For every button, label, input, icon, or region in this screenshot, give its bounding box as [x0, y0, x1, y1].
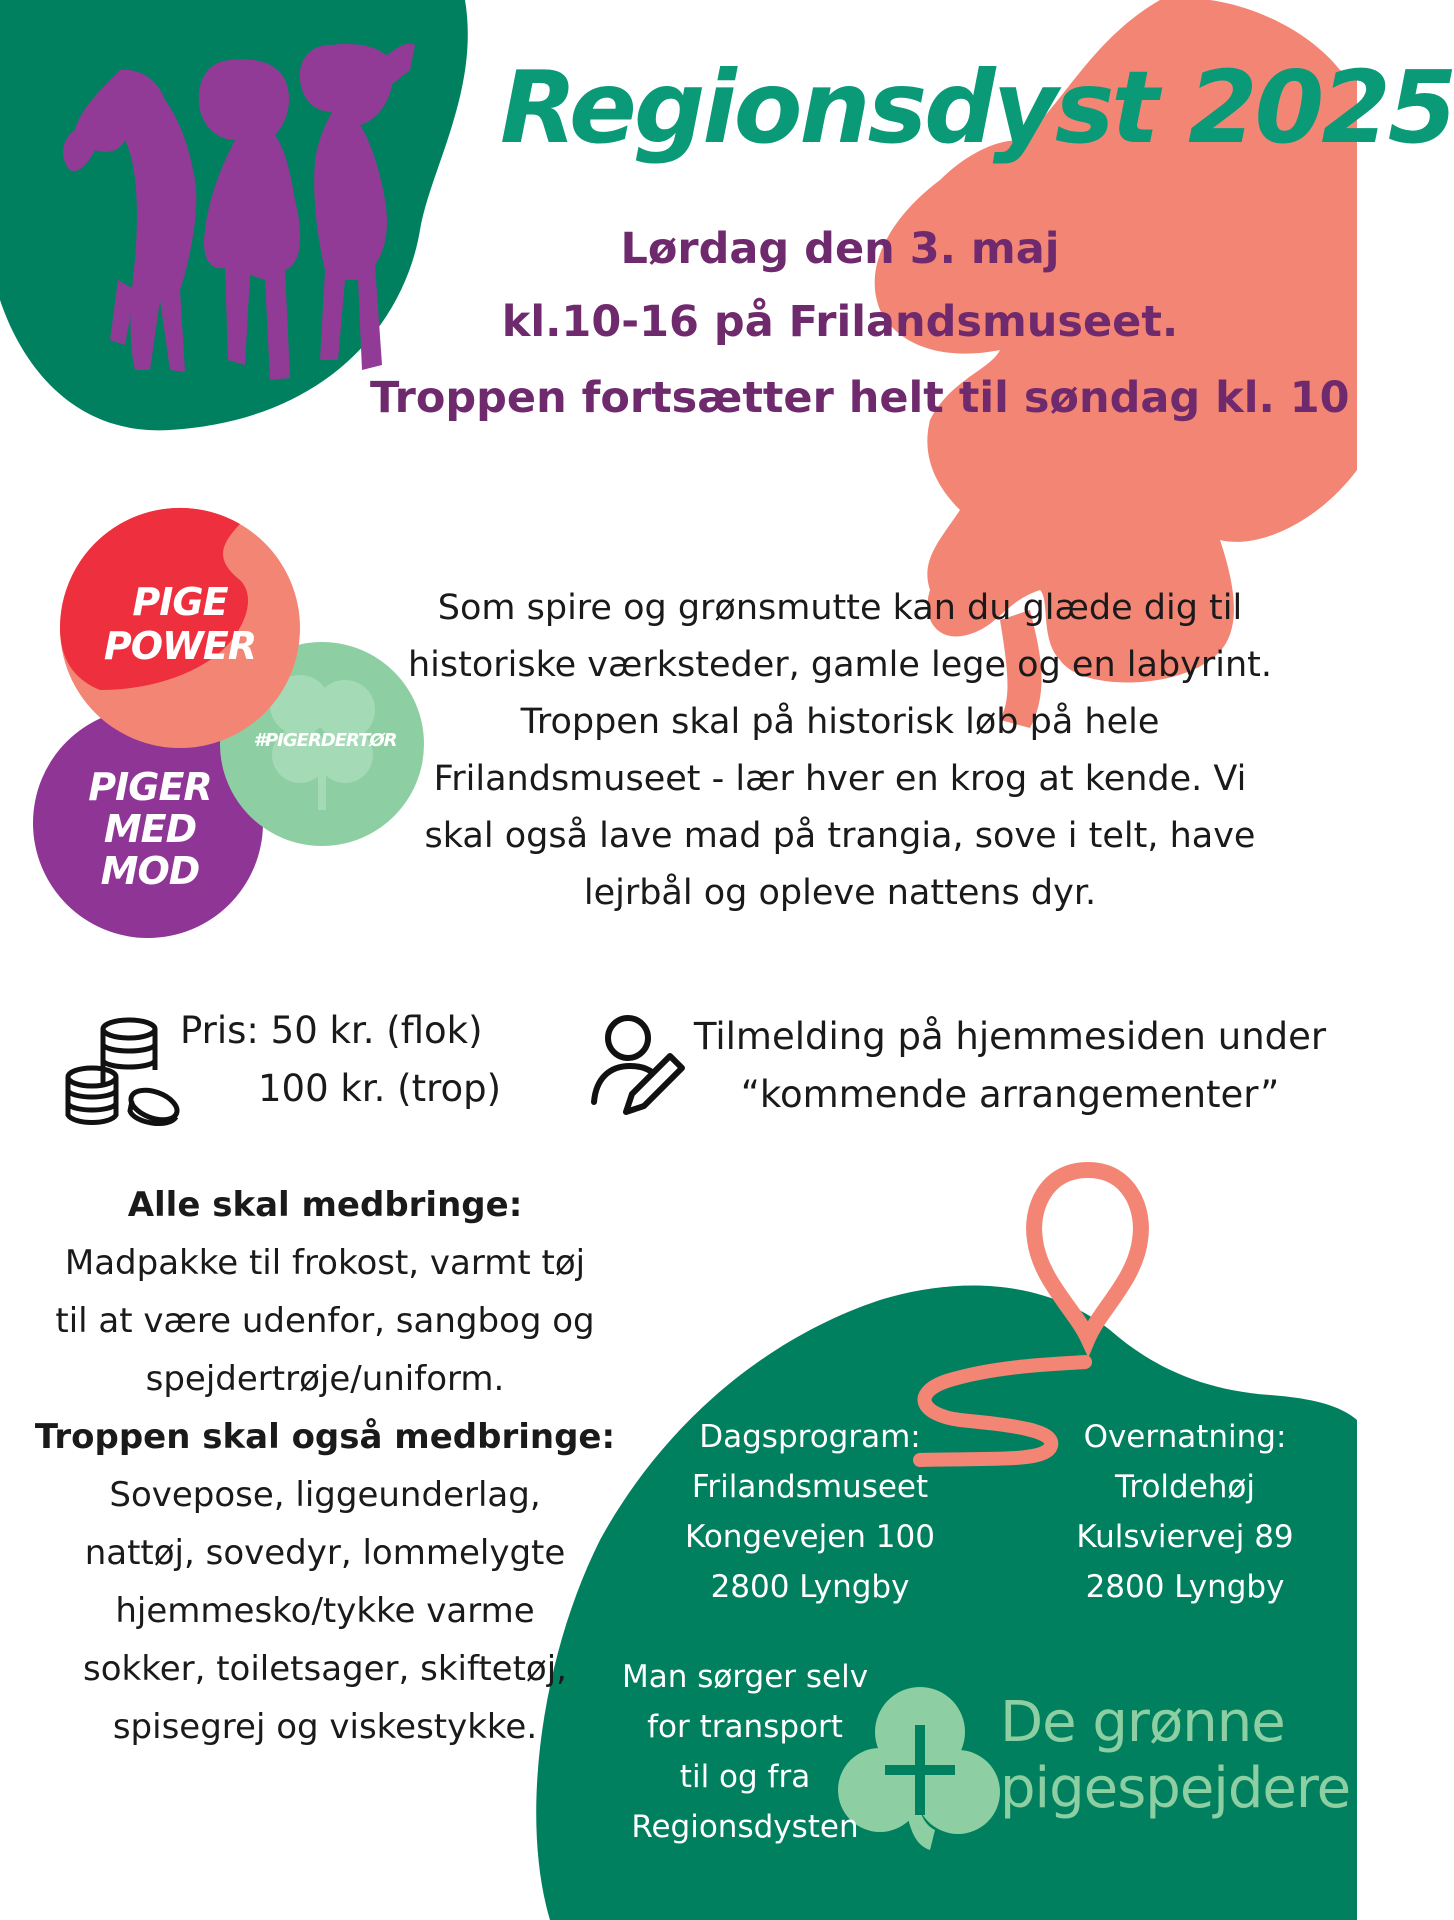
troop-bring-heading: Troppen skal også medbringe: [34, 1417, 616, 1457]
overnight-address: Overnatning: Troldehøj Kulsviervej 89 2800 Lyngby [1076, 1419, 1294, 1605]
pige-power-badge: PIGE POWER [103, 580, 257, 668]
date-line: Lørdag den 3. maj [620, 224, 1060, 274]
all-bring-heading: Alle skal medbringe: [127, 1185, 523, 1225]
title-word: Regionsdyst [500, 49, 1157, 166]
packing-list: Alle skal medbringe: Madpakke til frokost, varmt tøj til at være udenfor, sangbog og spejdertrøje/uniform. Troppen skal også medbringe: Sovepose, liggeunderlag, nattøj, sovedyr, lommelygte hjemmesko/tykke varme sokker, toiletsager, skiftetøj, spisegrej og viskestykke. [20, 1176, 630, 1756]
page-title [500, 48, 1454, 168]
title-year: 2025 [1188, 49, 1454, 166]
piger-med-mod-badge: PIGER MED MOD [88, 765, 212, 893]
coins-icon [64, 1015, 184, 1125]
day-program-address: Dagsprogram: Frilandsmuseet Kongevejen 100 2800 Lyngby [685, 1419, 935, 1605]
intro-paragraph: Som spire og grønsmutte kan du glæde dig til historiske værksteder, gamle lege og en labyrint. Troppen skal på historisk løb på hele Frilandsmuseet - lær hver en krog at kende. Vi skal også lave mad på trangia, sove i telt, have lejrbål og opleve nattens dyr. [407, 588, 1273, 913]
price-flok: Pris: 50 kr. (flok) [180, 1009, 483, 1052]
troop-line: Troppen fortsætter helt til søndag kl. 10 [370, 373, 1350, 423]
user-edit-icon [590, 1012, 690, 1116]
signup-text: Tilmelding på hjemmesiden under “kommende arrangementer” [693, 1015, 1327, 1116]
transport-note: Man sørger selv for transport til og fra Regionsdysten [621, 1659, 869, 1845]
price-trop: 100 kr. (trop) [258, 1067, 502, 1110]
time-line: kl.10-16 på Frilandsmuseet. [501, 297, 1179, 347]
organization-logo-text: De grønne pigespejdere [1000, 1690, 1351, 1821]
hashtag-badge: #PIGERDERTØR [253, 730, 397, 751]
